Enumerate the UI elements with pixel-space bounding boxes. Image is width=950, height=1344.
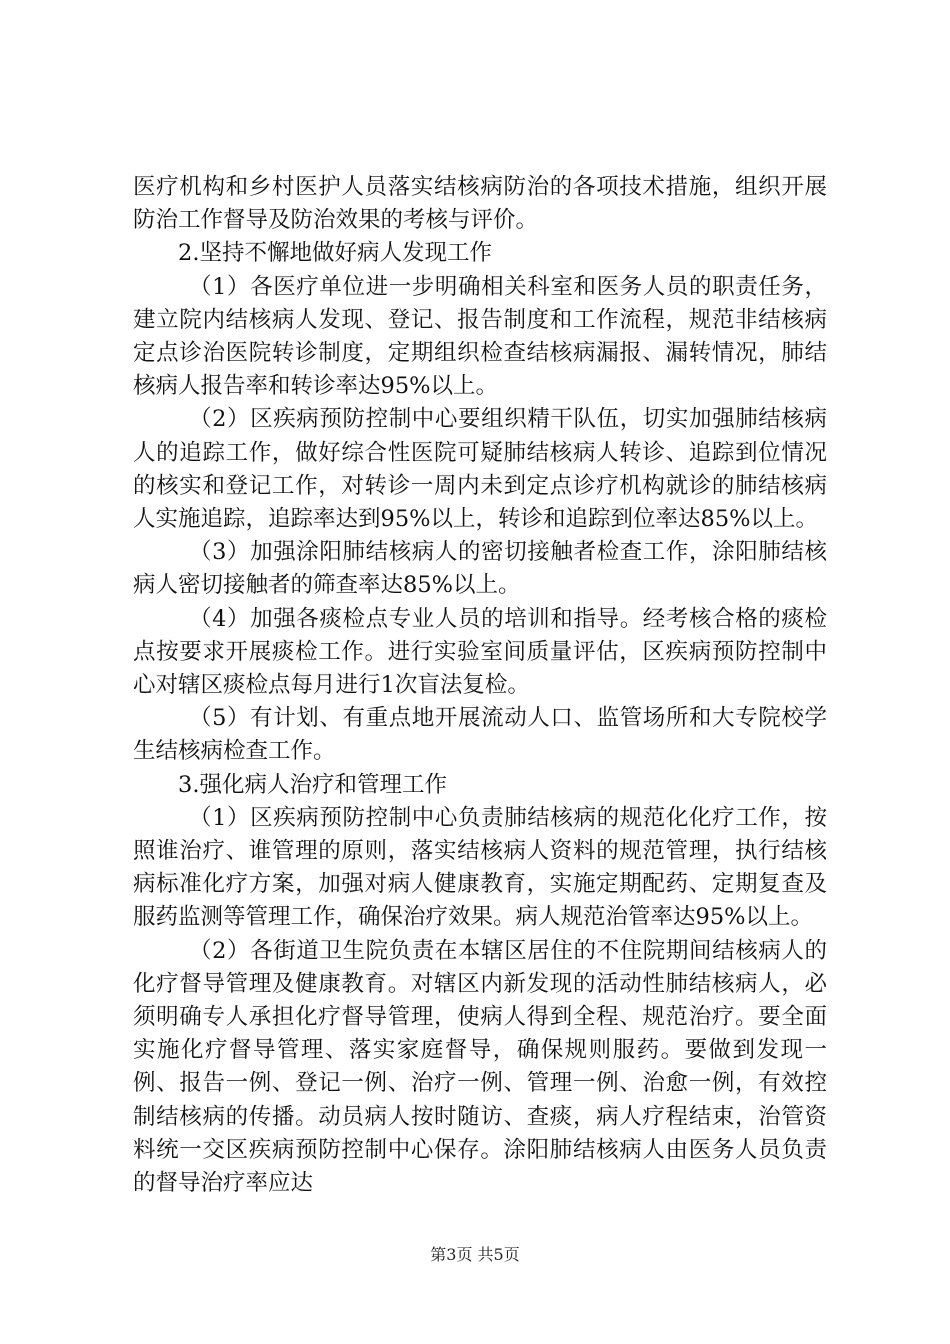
document-body [133,171,827,1200]
list-item-2-3: （3）加强涂阳肺结核病人的密切接触者检查工作，涂阳肺结核病人密切接触者的筛查率达85%以上。 [133,539,827,599]
list-item-2-1: （1）各医疗单位进一步明确相关科室和医务人员的职责任务，建立院内结核病人发现、登记、报告制度和工作流程，规范非结核病定点诊治医院转诊制度，定期组织检查结核病漏报、漏转情况，肺结核病人报告率和转诊率达95%以上。 [133,273,827,400]
page-footer: 第3页 共5页 [430,1245,520,1264]
list-item-3-2: （2）各街道卫生院负责在本辖区居住的不住院期间结核病人的化疗督导管理及健康教育。对辖区内新发现的活动性肺结核病人，必须明确专人承担化疗督导管理，使病人得到全程、规范治疗。要全面实施化疗督导管理、落实家庭督导，确保规则服药。要做到发现一例、报告一例、登记一例、治疗一例、管理一例、治愈一例，有效控制结核病的传播。动员病人按时随访、查痰，病人疗程结束，治管资料统一交区疾病预防控制中心保存。涂阳肺结核病人由医务人员负责的督导治疗率应达 [133,937,827,1197]
paragraph-continuation: 医疗机构和乡村医护人员落实结核病防治的各项技术措施，组织开展防治工作督导及防治效果的考核与评价。 [133,174,827,234]
list-item-3-1: （1）区疾病预防控制中心负责肺结核病的规范化化疗工作，按照谁治疗、谁管理的原则，落实结核病人资料的规范管理，执行结核病标准化疗方案，加强对病人健康教育，实施定期配药、定期复查及服药监测等管理工作，确保治疗效果。病人规范治管率达95%以上。 [133,804,827,931]
list-item-2-4: （4）加强各痰检点专业人员的培训和指导。经考核合格的痰检点按要求开展痰检工作。进行实验室间质量评估，区疾病预防控制中心对辖区痰检点每月进行1次盲法复检。 [133,605,827,699]
list-item-2-5: （5）有计划、有重点地开展流动人口、监管场所和大专院校学生结核病检查工作。 [133,705,827,765]
section-heading-3: 3.强化病人治疗和管理工作 [178,771,447,798]
section-heading-2: 2.坚持不懈地做好病人发现工作 [178,240,492,267]
list-item-2-2: （2）区疾病预防控制中心要组织精干队伍，切实加强肺结核病人的追踪工作，做好综合性医院可疑肺结核病人转诊、追踪到位情况的核实和登记工作，对转诊一周内未到定点诊疗机构就诊的肺结核病人实施追踪，追踪率达到95%以上，转诊和追踪到位率达85%以上。 [133,406,827,533]
